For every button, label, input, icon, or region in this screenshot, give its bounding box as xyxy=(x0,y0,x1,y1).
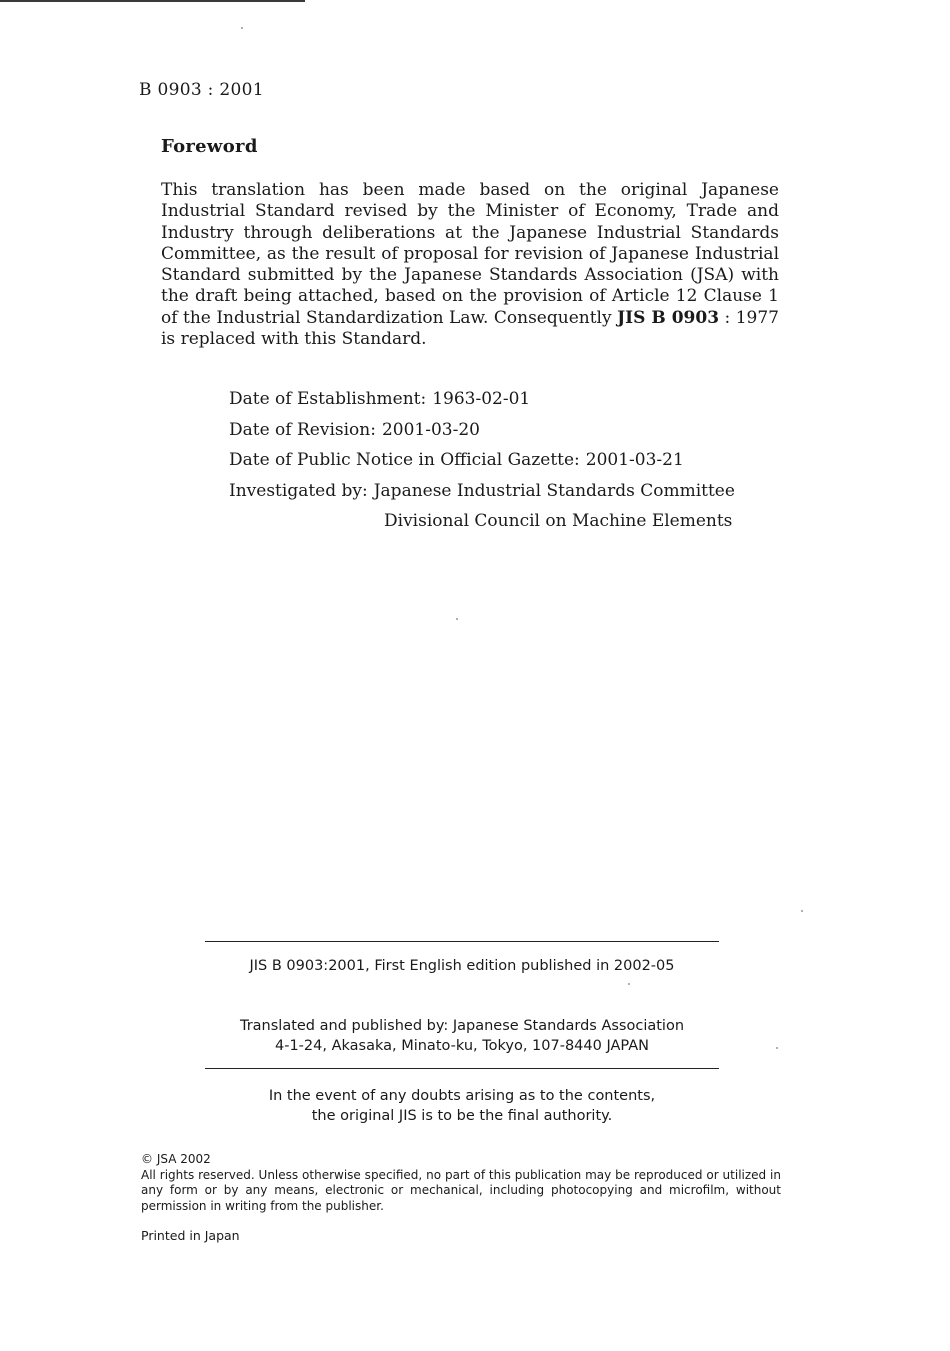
authority-line-2: the original JIS is to be the final authority. xyxy=(311,1108,613,1124)
investigated-value: Japanese Industrial Standards Committee xyxy=(373,480,735,501)
revision-label: Date of Revision: xyxy=(229,419,376,440)
scan-speck xyxy=(801,910,803,912)
revision-date-row xyxy=(229,419,735,450)
investigated-by-row xyxy=(229,480,735,511)
rights-notice: All rights reserved. Unless otherwise specified, no part of this publication may be reproduced or utilized in any form or by any means, electronic or mechanical, including photocopying and microfilm, without permission in writing from the publisher. xyxy=(141,1168,781,1213)
foreword-title: Foreword xyxy=(161,136,258,157)
establishment-date-row xyxy=(229,388,735,419)
publisher-address: 4-1-24, Akasaka, Minato-ku, Tokyo, 107-8440 JAPAN xyxy=(274,1038,649,1054)
superseded-standard-code: JIS B 0903 xyxy=(617,307,720,328)
document-code: B 0903 : 2001 xyxy=(139,80,264,100)
authority-note xyxy=(205,1086,719,1126)
divider-bottom xyxy=(205,1068,719,1069)
investigated-label: Investigated by: xyxy=(229,480,368,501)
establishment-value: 1963-02-01 xyxy=(432,389,531,409)
public-notice-label: Date of Public Notice in Official Gazette: xyxy=(229,450,580,470)
authority-line-1: In the event of any doubts arising as to the contents, xyxy=(268,1088,656,1104)
investigated-by-continuation xyxy=(229,510,735,541)
foreword-body xyxy=(161,180,779,350)
scan-speck xyxy=(456,618,458,620)
divider-top xyxy=(205,941,719,942)
public-notice-value: 2001-03-21 xyxy=(585,450,684,470)
scan-edge-line xyxy=(0,0,305,2)
foreword-text-end: : 1977 is replaced with this Standard. xyxy=(161,307,779,350)
investigated-value-council: Divisional Council on Machine Elements xyxy=(384,511,733,531)
scan-speck xyxy=(241,27,243,29)
public-notice-date-row xyxy=(229,449,735,480)
scan-speck xyxy=(776,1047,778,1049)
establishment-label: Date of Establishment: xyxy=(229,389,427,409)
dates-block xyxy=(229,388,735,541)
publisher-block xyxy=(205,1016,719,1056)
foreword-text: This translation has been made based on the original Japanese Industrial Standard revised by the Minister of Economy, Trade and Industry through deliberations at the Japanese Industrial Standards Committee, as the result of proposal for revision of Japanese Industrial Standard submitted by the Japanese Standards Association (JSA) with the draft being attached, based on the provision of Article 12 Clause 1 of the Industrial Standardization Law. Consequently xyxy=(161,180,779,328)
printed-in: Printed in Japan xyxy=(141,1228,240,1243)
copyright: © JSA 2002 xyxy=(141,1152,211,1166)
edition-note: JIS B 0903:2001, First English edition published in 2002-05 xyxy=(249,958,675,974)
publisher-line: Translated and published by: Japanese Standards Association xyxy=(239,1018,685,1034)
scan-speck xyxy=(628,983,630,985)
revision-value: 2001-03-20 xyxy=(381,419,480,440)
